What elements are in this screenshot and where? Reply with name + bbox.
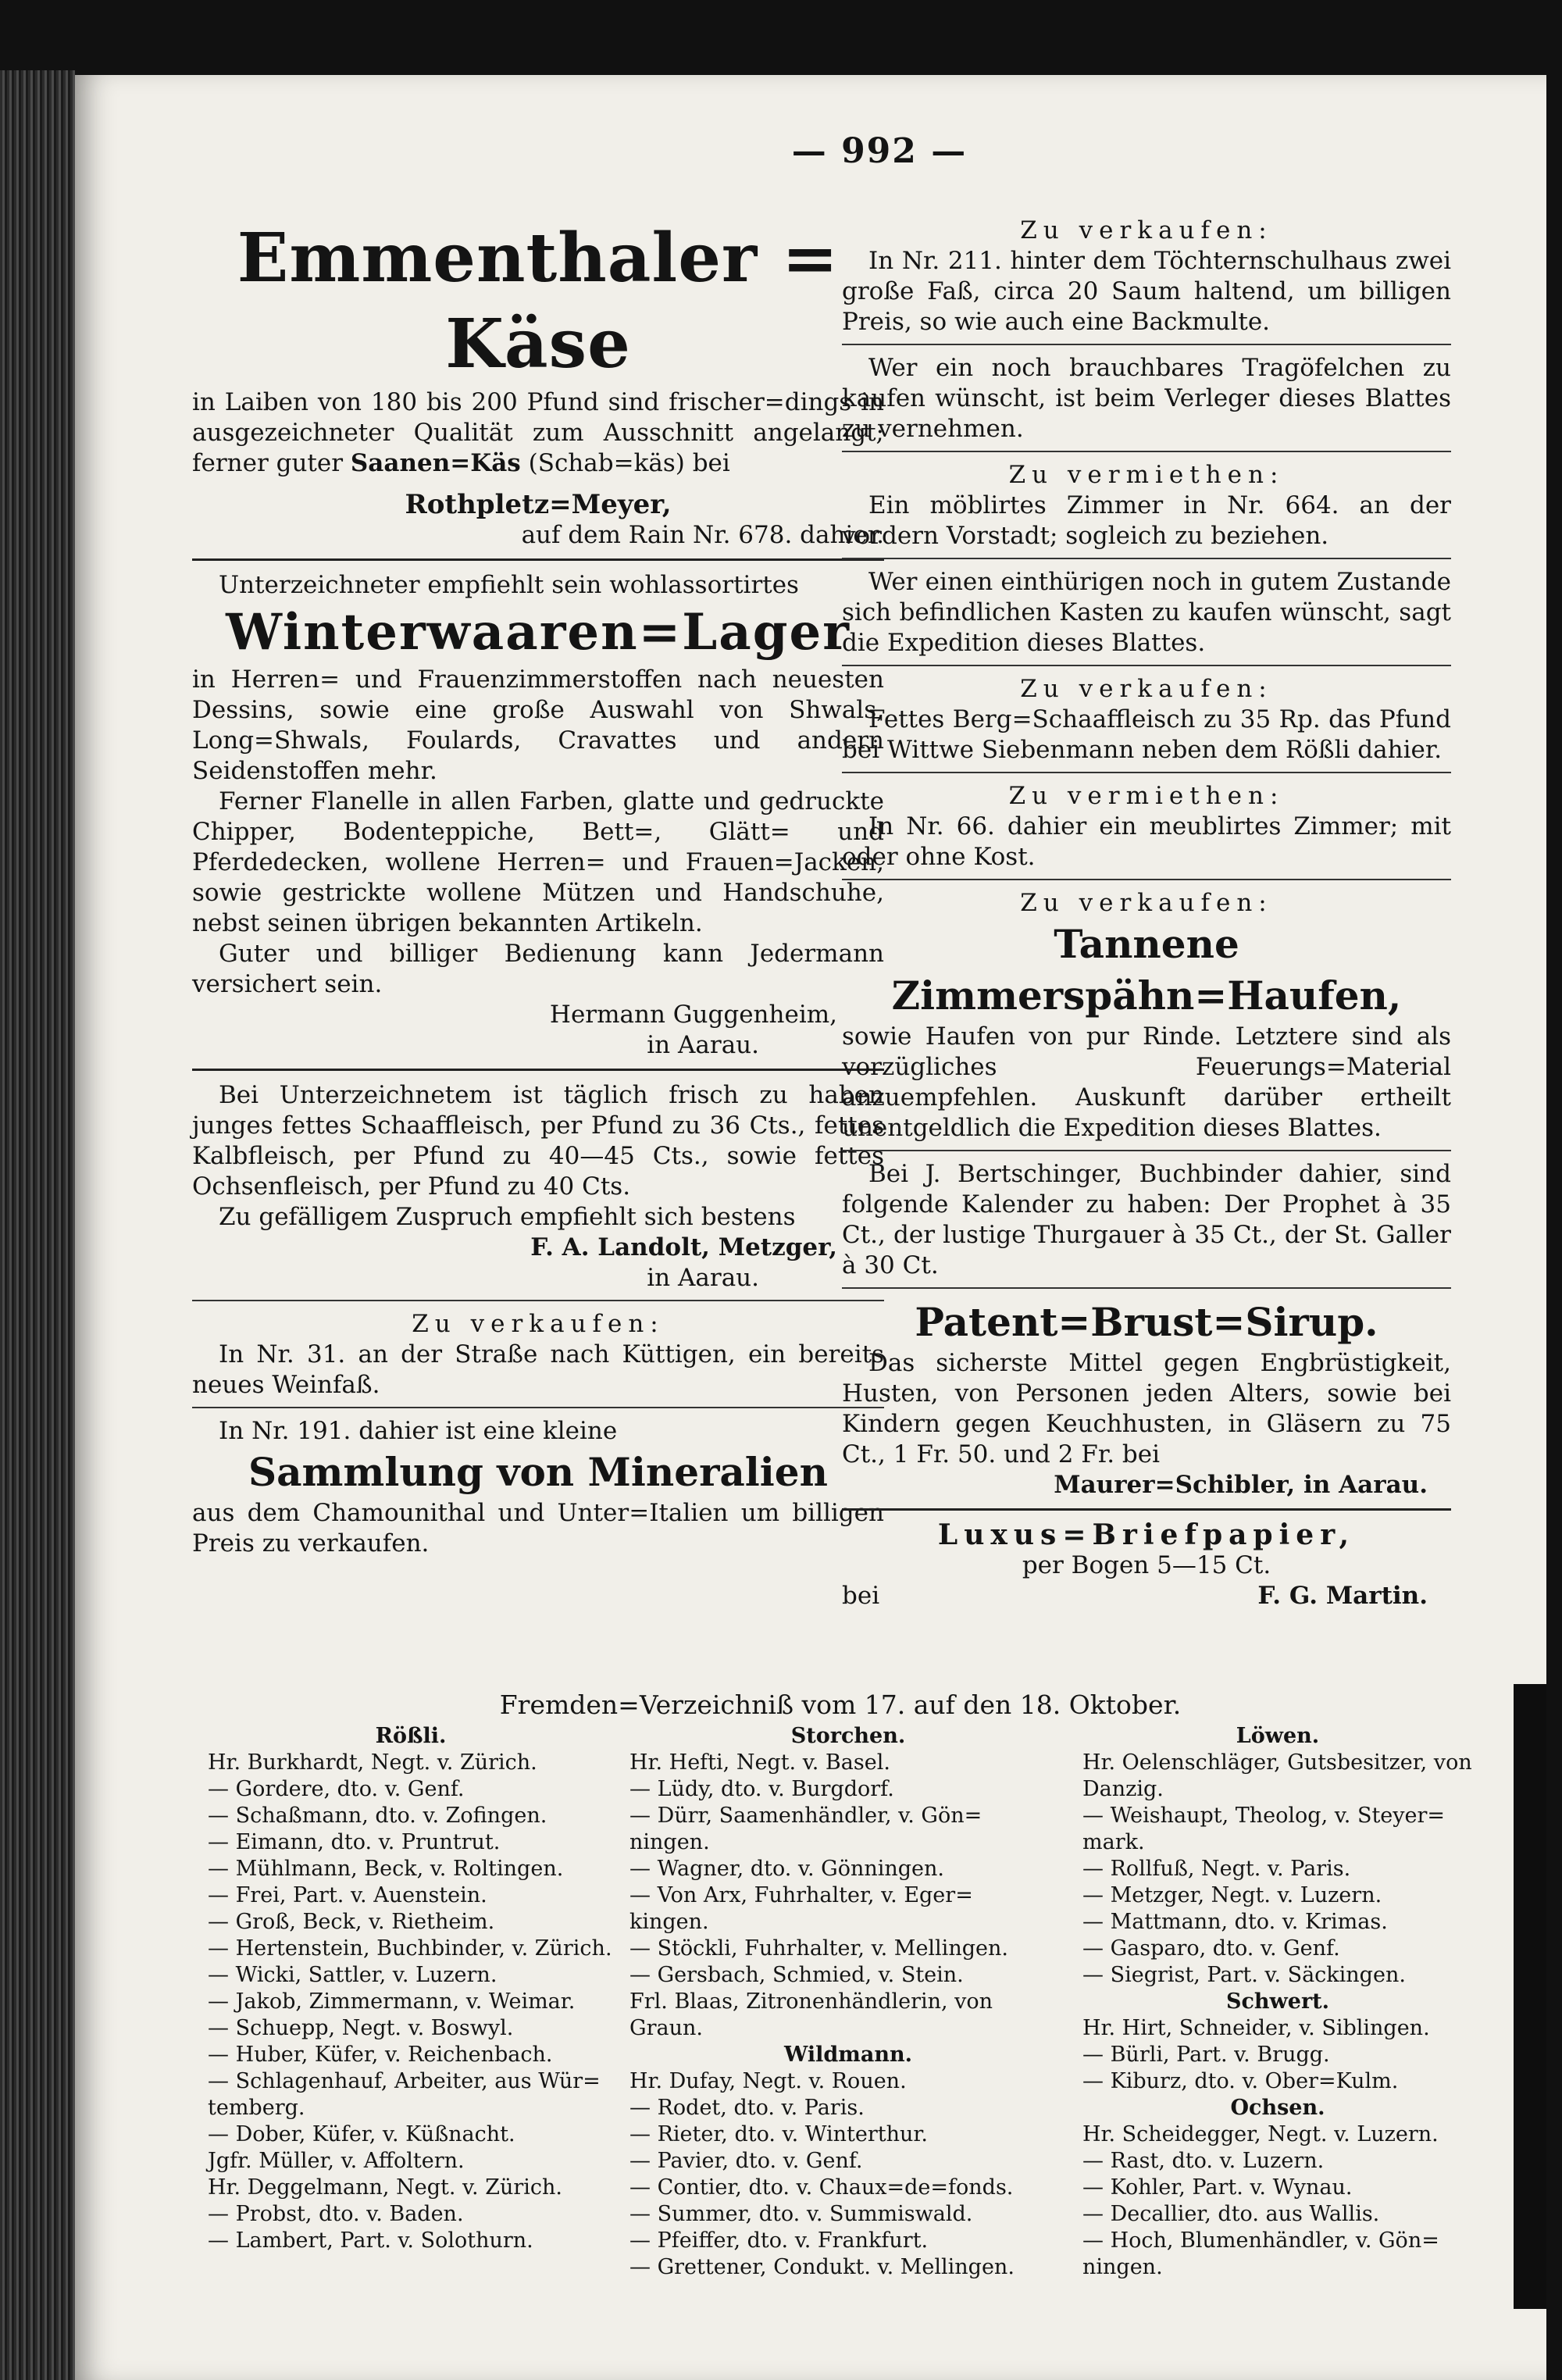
fleisch-signature: F. A. Landolt, Metzger, [530, 1233, 837, 1261]
page-number: — 992 — [791, 131, 968, 171]
left-column [192, 216, 884, 1559]
guest-entry: — Eimann, dto. v. Pruntrut. [208, 1830, 501, 1854]
guest-entry: — Rieter, dto. v. Winterthur. [629, 2122, 928, 2146]
right-column [842, 216, 1451, 1611]
fremden-column-loewen [1082, 1723, 1473, 2281]
verkaufen-text-2: In Nr. 211. hinter dem Töchternschulhaus zwei große Faß, circa 20 Saum haltend, um billigen Preis, so wie auch eine Backmulte. [842, 247, 1451, 336]
guest-entry: Hr. Hefti, Negt. v. Basel. [629, 1750, 890, 1775]
guest-entry: — Contier, dto. v. Chaux=de=fonds. [629, 2175, 1014, 2200]
luxus-price: per Bogen 5—15 Ct. [1022, 1551, 1271, 1579]
guest-entry: — Rollfuß, Negt. v. Paris. [1082, 1857, 1351, 1881]
guest-entry: — Lambert, Part. v. Solothurn. [208, 2228, 533, 2253]
guest-entry: — Von Arx, Fuhrhalter, v. Eger= [629, 1883, 973, 1907]
divider [842, 344, 1451, 345]
guest-entry: — Grettener, Condukt. v. Mellingen. [629, 2255, 1015, 2279]
guest-entry: Frl. Blaas, Zitronenhändlerin, von [629, 1989, 993, 2014]
verkaufen-heading-2: Zu verkaufen: [1020, 216, 1273, 244]
guest-entry: — Schaßmann, dto. v. Zofingen. [208, 1804, 547, 1828]
guest-entry: — Gersbach, Schmied, v. Stein. [629, 1963, 964, 1987]
kaese-bold: Saanen=Käs [350, 449, 521, 477]
guest-entry: Hr. Deggelmann, Negt. v. Zürich. [208, 2175, 563, 2200]
guest-list [629, 2068, 1067, 2281]
mineralien-text: aus dem Chamounithal und Unter=Italien um billigen Preis zu verkaufen. [192, 1499, 884, 1558]
fremden-verzeichnis [208, 1690, 1473, 2279]
guest-list [1082, 2121, 1473, 2281]
sirup-text: Das sicherste Mittel gegen Engbrüstigkeit, Husten, von Personen jeden Alters, sowie bei Kindern gegen Keuchhusten, in Gläsern zu 75 Ct., 1 Fr. 50. und 2 Fr. bei [842, 1349, 1451, 1468]
guest-entry: — Probst, dto. v. Baden. [208, 2202, 464, 2226]
fleisch-paragraph-1: Bei Unterzeichnetem ist täglich frisch zu haben junges fettes Schaaffleisch, per Pfund zu 36 Cts., fettes Kalbfleisch, per Pfund zu 40—45 Cts., sowie fettes Ochsenfleisch, per Pfund zu 40 Cts. [192, 1081, 884, 1201]
guest-entry: Hr. Burkhardt, Negt. v. Zürich. [208, 1750, 537, 1775]
guest-entry: mark. [1082, 1830, 1145, 1854]
hotel-heading: Löwen. [1236, 1724, 1320, 1748]
guest-entry: Hr. Oelenschläger, Gutsbesitzer, von [1082, 1750, 1472, 1775]
lager-title: Winterwaaren=Lager [226, 603, 851, 662]
guest-list [1082, 1750, 1473, 1989]
guest-entry: ningen. [629, 1830, 710, 1854]
guest-entry: — Dürr, Saamenhändler, v. Gön= [629, 1804, 982, 1828]
guest-entry: Hr. Hirt, Schneider, v. Siblingen. [1082, 2016, 1430, 2040]
verkaufen-text-1: In Nr. 31. an der Straße nach Küttigen, ein bereits neues Weinfaß. [192, 1340, 884, 1399]
lager-paragraph-3: Guter und billiger Bedienung kann Jedermann versichert sein. [192, 940, 884, 998]
guest-entry: — Gasparo, dto. v. Genf. [1082, 1936, 1340, 1961]
tannen-text: sowie Haufen von pur Rinde. Letztere sind als vorzügliches Feuerungs=Material anzuempfehlen. Auskunft darüber ertheilt unentgeldlich die Expedition dieses Blattes. [842, 1022, 1451, 1142]
kaese-address: auf dem Rain Nr. 678. dahier. [521, 521, 884, 549]
guest-entry: — Groß, Beck, v. Rietheim. [208, 1910, 495, 1934]
tragoefelchen-text: Wer ein noch brauchbares Tragöfelchen zu kaufen wünscht, ist beim Verleger dieses Blattes zu vernehmen. [842, 354, 1451, 443]
guest-entry: ningen. [1082, 2255, 1163, 2279]
guest-entry: — Kiburz, dto. v. Ober=Kulm. [1082, 2069, 1399, 2093]
hotel-heading: Storchen. [790, 1724, 906, 1748]
sirup-title: Patent=Brust=Sirup. [915, 1299, 1378, 1345]
verkaufen-heading-4: Zu verkaufen: [1020, 889, 1273, 917]
divider [842, 1150, 1451, 1151]
guest-entry: — Stöckli, Fuhrhalter, v. Mellingen. [629, 1936, 1008, 1961]
guest-entry: Hr. Scheidegger, Negt. v. Luzern. [1082, 2122, 1439, 2146]
guest-entry: — Huber, Küfer, v. Reichenbach. [208, 2043, 553, 2067]
luxus-title: Luxus=Briefpapier, [937, 1518, 1356, 1551]
guest-entry: — Dober, Küfer, v. Küßnacht. [208, 2122, 515, 2146]
verkaufen-heading-3: Zu verkaufen: [1020, 675, 1273, 703]
guest-entry: kingen. [629, 1910, 709, 1934]
verkaufen-heading-1: Zu verkaufen: [412, 1310, 665, 1338]
divider [192, 1300, 884, 1301]
mineralien-title: Sammlung von Mineralien [248, 1449, 828, 1495]
divider [192, 1407, 884, 1408]
fremden-title: Fremden=Verzeichniß vom 17. auf den 18. Oktober. [499, 1690, 1182, 1720]
divider [842, 451, 1451, 452]
hotel-heading: Wildmann. [784, 2043, 912, 2067]
guest-entry: — Schlagenhauf, Arbeiter, aus Wür= [208, 2069, 601, 2093]
lager-place: in Aarau. [647, 1031, 759, 1059]
mineralien-intro: In Nr. 191. dahier ist eine kleine [219, 1417, 618, 1445]
guest-list [629, 1750, 1067, 2042]
guest-entry: — Lüdy, dto. v. Burgdorf. [629, 1777, 894, 1801]
kalender-text: Bei J. Bertschinger, Buchbinder dahier, sind folgende Kalender zu haben: Der Prophet à 35 Ct., der lustige Thurgauer à 35 Ct., der St. Galler à 30 Ct. [842, 1160, 1451, 1279]
guest-entry: — Weishaupt, Theolog, v. Steyer= [1082, 1804, 1446, 1828]
guest-entry: — Hertenstein, Buchbinder, v. Zürich. [208, 1936, 612, 1961]
vermiethen-text-2: In Nr. 66. dahier ein meublirtes Zimmer; mit oder ohne Kost. [842, 812, 1451, 871]
divider [842, 879, 1451, 880]
fleisch-paragraph-2: Zu gefälligem Zuspruch empfiehlt sich bestens [219, 1203, 796, 1231]
fremden-column-storchen [629, 1723, 1067, 2281]
hotel-heading: Ochsen. [1230, 2096, 1325, 2120]
guest-entry: — Rodet, dto. v. Paris. [629, 2096, 865, 2120]
guest-entry: — Rast, dto. v. Luzern. [1082, 2149, 1325, 2173]
guest-entry: — Pfeiffer, dto. v. Frankfurt. [629, 2228, 929, 2253]
vermiethen-text-1: Ein möblirtes Zimmer in Nr. 664. an der vordern Vorstadt; sogleich zu beziehen. [842, 491, 1451, 550]
guest-entry: — Wicki, Sattler, v. Luzern. [208, 1963, 497, 1987]
kaese-signer: Rothpletz=Meyer, [405, 489, 672, 520]
guest-entry: — Decallier, dto. aus Wallis. [1082, 2202, 1380, 2226]
lager-intro: Unterzeichneter empfiehlt sein wohlassortirtes [219, 571, 799, 599]
guest-entry: — Kohler, Part. v. Wynau. [1082, 2175, 1353, 2200]
verkaufen-text-3: Fettes Berg=Schaaffleisch zu 35 Rp. das Pfund bei Wittwe Siebenmann neben dem Rößli dahier. [842, 705, 1451, 764]
guest-list [1082, 2015, 1473, 2095]
divider [842, 558, 1451, 559]
divider [842, 772, 1451, 773]
guest-entry: — Schuepp, Negt. v. Boswyl. [208, 2016, 514, 2040]
fleisch-place: in Aarau. [647, 1264, 759, 1292]
fremden-column-roessli [208, 1723, 614, 2254]
kasten-text: Wer einen einthürigen noch in gutem Zustande sich befindlichen Kasten zu kaufen wünscht, sagt die Expedition dieses Blattes. [842, 568, 1451, 657]
lager-signature: Hermann Guggenheim, [549, 1001, 837, 1029]
newspaper-page [75, 75, 1546, 2380]
luxus-signature: F. G. Martin. [1257, 1582, 1428, 1610]
sirup-signature: Maurer=Schibler, in Aarau. [1054, 1471, 1428, 1499]
guest-entry: — Bürli, Part. v. Brugg. [1082, 2043, 1330, 2067]
guest-entry: — Wagner, dto. v. Gönningen. [629, 1857, 944, 1881]
guest-entry: — Mattmann, dto. v. Krimas. [1082, 1910, 1388, 1934]
luxus-bei: bei [842, 1582, 880, 1610]
book-edge [0, 70, 75, 2380]
divider [842, 665, 1451, 666]
lager-paragraph-1: in Herren= und Frauenzimmerstoffen nach neuesten Dessins, sowie eine große Auswahl von Shwals, Long=Shwals, Foulards, Cravattes und andern Seidenstoffen mehr. [192, 665, 884, 785]
guest-entry: temberg. [208, 2096, 305, 2120]
guest-entry: — Pavier, dto. v. Genf. [629, 2149, 863, 2173]
guest-entry: Jgfr. Müller, v. Affoltern. [208, 2149, 465, 2173]
vermiethen-heading-2: Zu vermiethen: [1008, 782, 1285, 810]
guest-entry: — Metzger, Negt. v. Luzern. [1082, 1883, 1382, 1907]
kaese-text [192, 387, 884, 479]
guest-entry: — Mühlmann, Beck, v. Roltingen. [208, 1857, 564, 1881]
kaese-title: Emmenthaler = Käse [237, 219, 840, 384]
divider [192, 1069, 884, 1071]
guest-list [208, 1750, 614, 2254]
facing-page-edge [1514, 1684, 1546, 2309]
divider [842, 1508, 1451, 1511]
guest-entry: — Hoch, Blumenhändler, v. Gön= [1082, 2228, 1439, 2253]
guest-entry: — Summer, dto. v. Summiswald. [629, 2202, 973, 2226]
guest-entry: — Siegrist, Part. v. Säckingen. [1082, 1963, 1406, 1987]
fremden-columns [208, 1723, 1473, 2279]
kaese-text-2: (Schab=käs) bei [528, 449, 730, 477]
hotel-heading: Rößli. [375, 1724, 447, 1748]
guest-entry: Hr. Dufay, Negt. v. Rouen. [629, 2069, 907, 2093]
guest-entry: Danzig. [1082, 1777, 1164, 1801]
divider [192, 558, 884, 561]
hotel-heading: Schwert. [1225, 1989, 1330, 2014]
kaese-text-1: in Laiben von 180 bis 200 Pfund sind frischer=dings in ausgezeichneter Qualität zum Ausschnitt angelangt; ferner guter [192, 388, 884, 477]
guest-entry: — Gordere, dto. v. Genf. [208, 1777, 465, 1801]
luxus-footer [842, 1581, 1451, 1611]
tannen-title: Tannene Zimmerspähn=Haufen, [891, 921, 1402, 1019]
guest-entry: Graun. [629, 2016, 703, 2040]
guest-entry: — Jakob, Zimmermann, v. Weimar. [208, 1989, 576, 2014]
lager-paragraph-2: Ferner Flanelle in allen Farben, glatte und gedruckte Chipper, Bodenteppiche, Bett=, Glätt= und Pferdedecken, wollene Herren= und Frauen=Jacken, sowie gestrickte wollene Mützen und Handschuhe, nebst seinen übrigen bekannten Artikeln. [192, 787, 884, 937]
vermiethen-heading-1: Zu vermiethen: [1008, 461, 1285, 489]
divider [842, 1287, 1451, 1289]
guest-entry: — Frei, Part. v. Auenstein. [208, 1883, 487, 1907]
